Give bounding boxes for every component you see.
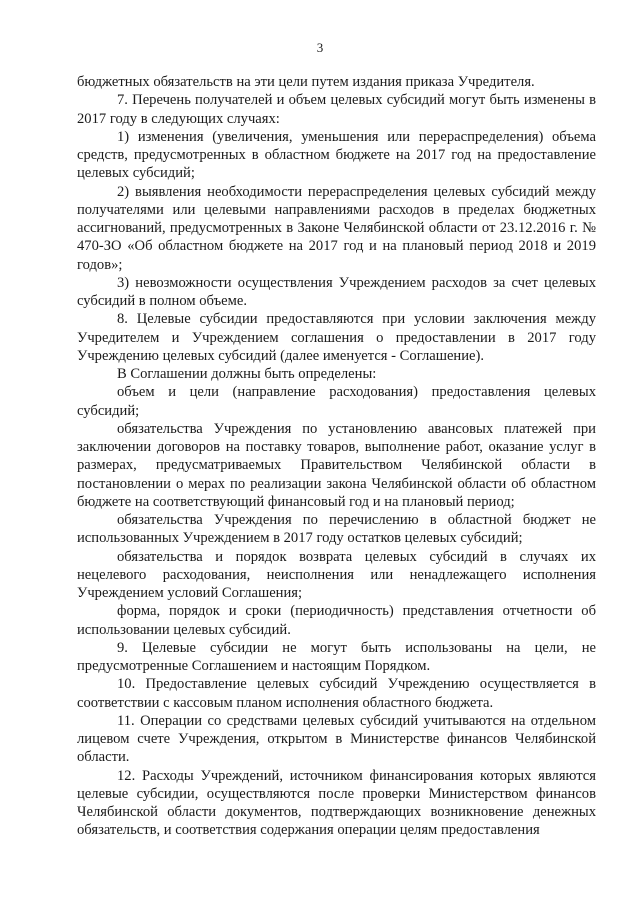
paragraph-agreement-intro: В Соглашении должны быть определены: [117,366,377,382]
paragraph-subitem-1: 1) изменения (увеличения, уменьшения или перераспределения) объема средств, предусмотренных в областном бюджете на 2017 год на предоставление целевых субсидий; [77,128,596,182]
paragraph-agreement-advances: обязательства Учреждения по установлению авансовых платежей при заключении договоров на поставку товаров, выполнение работ, оказание услуг в размерах, предусматриваемых Правительством Челябинской области в постановлении о мерах по реализации закона Челябинской области об областном бюджете на соответствующий финансовый год и на плановый период; [77,420,596,510]
paragraph-agreement-volume: объем и цели (направление расходования) предоставления целевых субсидий; [77,384,596,419]
paragraph-item-8: 8. Целевые субсидии предоставляются при условии заключения между Учредителем и Учреждением соглашения о предоставлении в 2017 году Учреждению целевых субсидий (далее именуется - Соглашение). [77,311,596,364]
paragraph-item-7: 7. Перечень получателей и объем целевых субсидий могут быть изменены в 2017 году в следующих случаях: [77,92,596,127]
paragraph-item-11: 11. Операции со средствами целевых субсидий учитываются на отдельном лицевом счете Учреждения, открытом в Министерстве финансов Челябинской области. [77,712,596,766]
paragraph-continuation: бюджетных обязательств на эти цели путем издания приказа Учредителя. [77,74,535,90]
paragraph-item-9: 9. Целевые субсидии не могут быть использованы на цели, не предусмотренные Соглашением и настоящим Порядком. [77,639,596,674]
page-number: 3 [316,40,324,55]
paragraph-item-12: 12. Расходы Учреждений, источником финансирования которых являются целевые субсидии, осуществляются после проверки Министерством финансов Челябинской области документов, подтверждающих возникновение денежных обязательств, и соответствия содержания операции целям предоставления [77,767,596,839]
paragraph-agreement-transfer: обязательства Учреждения по перечислению в областной бюджет не использованных Учреждением в 2017 году остатков целевых субсидий; [77,512,596,547]
paragraph-agreement-reporting: форма, порядок и сроки (периодичность) представления отчетности об использовании целевых субсидий. [77,603,596,638]
paragraph-agreement-return: обязательства и порядок возврата целевых субсидий в случаях их нецелевого расходования, неисполнения или ненадлежащего исполнения Учреждением условий Соглашения; [77,548,596,601]
paragraph-item-10: 10. Предоставление целевых субсидий Учреждению осуществляется в соответствии с кассовым планом исполнения областного бюджета. [77,676,596,711]
document-body [77,73,596,840]
paragraph-subitem-3: 3) невозможности осуществления Учреждением расходов за счет целевых субсидий в полном объеме. [77,274,596,309]
paragraph-subitem-2: 2) выявления необходимости перераспределения целевых субсидий между получателями или целевыми направлениями расходов в пределах бюджетных ассигнований, предусмотренных в Законе Челябинской области от 23.12.2016 г. № 470-ЗО «Об областном бюджете на 2017 год и на плановый период 2018 и 2019 годов»; [77,183,596,273]
